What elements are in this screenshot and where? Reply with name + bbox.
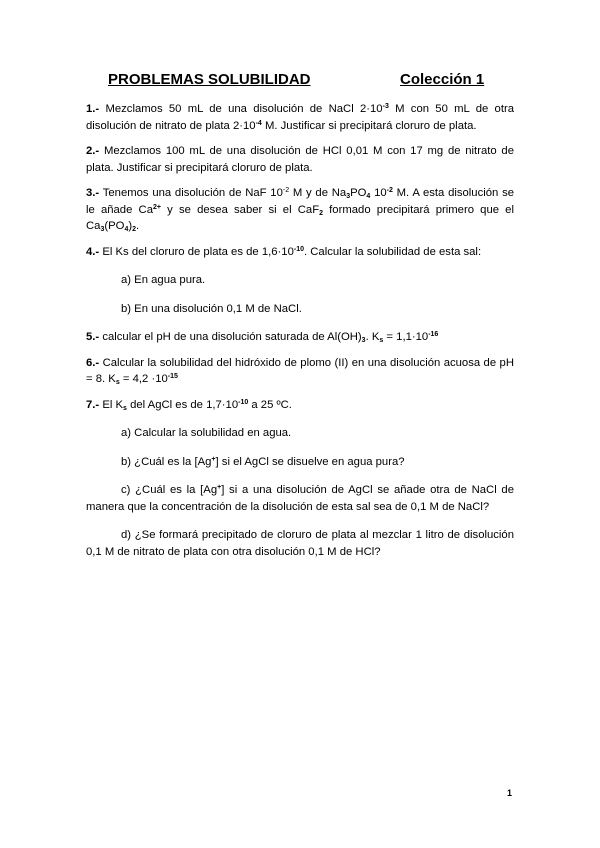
problem-4-part-a: a) En agua pura. xyxy=(121,274,206,286)
superscript: -16 xyxy=(428,331,439,338)
text: PO xyxy=(350,187,367,199)
problem-7-part-c xyxy=(86,482,514,515)
superscript: -3 xyxy=(382,103,389,110)
text: . xyxy=(136,220,140,232)
text: M y de Na xyxy=(289,187,347,199)
problem-2 xyxy=(86,143,514,176)
subscript: s xyxy=(115,379,120,386)
problem-number: 6.- xyxy=(86,356,100,369)
subscript: 3 xyxy=(100,226,105,233)
superscript: -15 xyxy=(167,373,178,380)
problem-1 xyxy=(86,101,514,134)
text: b) ¿Cuál es la [Ag xyxy=(121,455,212,468)
text: . K xyxy=(365,331,380,343)
subscript: 4 xyxy=(124,226,129,233)
problem-number: 2.- xyxy=(86,145,100,157)
superscript: -10 xyxy=(293,245,304,253)
header xyxy=(108,71,498,91)
text: 10 xyxy=(370,187,387,199)
text: formado precipitará primero que el Ca xyxy=(86,203,514,232)
page-title: PROBLEMAS SOLUBILIDAD xyxy=(108,71,311,88)
problem-7-part-b xyxy=(121,454,514,471)
text: El Ks del cloruro de plata es de 1,6·10 xyxy=(99,245,294,258)
problem-list xyxy=(86,101,514,572)
text: y se desea saber si el CaF xyxy=(160,203,320,216)
problem-number: 1.- xyxy=(86,103,100,115)
text: c) ¿Cuál es la [Ag xyxy=(121,484,218,496)
subscript: 2 xyxy=(319,209,323,217)
problem-3 xyxy=(86,185,514,235)
text: a 25 ºC. xyxy=(248,398,292,411)
problem-4-part-b: b) En una disolución 0,1 M de NaCl. xyxy=(121,302,302,315)
text: M. Justificar si precipitará cloruro de plata. xyxy=(261,119,477,132)
text: = 1,1·10 xyxy=(383,331,429,343)
text: calcular el pH de una disolución saturada de Al(OH) xyxy=(99,331,362,343)
text: Tenemos una disolución de NaF 10 xyxy=(99,187,283,199)
problem-number: 4.- xyxy=(86,245,100,258)
text: El K xyxy=(99,398,124,411)
superscript: -4 xyxy=(255,119,262,127)
superscript: + xyxy=(217,484,222,491)
superscript: -2 xyxy=(386,187,393,194)
subscript: s xyxy=(123,404,127,412)
text: ) xyxy=(128,220,133,232)
problem-4 xyxy=(86,244,514,261)
subscript: 3 xyxy=(346,193,351,200)
subscript: 2 xyxy=(132,226,137,233)
subscript: 3 xyxy=(361,337,366,344)
subscript: 4 xyxy=(366,193,371,200)
page-number: 1 xyxy=(507,788,513,798)
text: Calcular la solubilidad del hidróxido de plomo (II) en una disolución acuosa de pH = 8. K xyxy=(86,356,514,385)
superscript: -10 xyxy=(238,398,249,406)
superscript: 2+ xyxy=(153,203,161,211)
text: ] si a una disolución de AgCl se añade otra de NaCl de manera que la concentración de la disolución de esta sal sea de 0,1 M de NaCl? xyxy=(86,484,514,513)
text: Mezclamos 100 mL de una disolución de HCl 0,01 M con 17 mg de nitrato de plata. Justificar si precipitará cloruro de plata. xyxy=(86,145,514,174)
superscript: -2 xyxy=(282,187,290,194)
text: ] si el AgCl se disuelve en agua pura? xyxy=(215,455,405,468)
text: (PO xyxy=(104,220,125,232)
text: Mezclamos 50 mL de una disolución de NaCl 2·10 xyxy=(99,103,383,115)
problem-number: 5.- xyxy=(86,331,100,343)
text: del AgCl es de 1,7·10 xyxy=(126,398,239,411)
subscript: s xyxy=(379,337,384,344)
text: M. A esta disolución se le añade Ca xyxy=(86,187,514,216)
problem-number: 3.- xyxy=(86,187,100,199)
collection-label: Colección 1 xyxy=(400,71,485,88)
problem-number: 7.- xyxy=(86,398,100,411)
text: M con 50 mL de otra disolución de nitrato de plata 2·10 xyxy=(86,103,515,132)
text: . Calcular la solubilidad de esta sal: xyxy=(304,245,482,258)
text: = 4,2 ·10 xyxy=(119,373,168,385)
problem-7-part-d: d) ¿Se formará precipitado de cloruro de plata al mezclar 1 litro de disolución 0,1 M de nitrato de plata con otra disolución 0,1 M de HCl? xyxy=(86,529,514,558)
problem-7-part-a: a) Calcular la solubilidad en agua. xyxy=(121,427,292,439)
problem-7 xyxy=(86,397,514,414)
problem-6 xyxy=(86,355,514,388)
superscript: + xyxy=(211,455,216,463)
problem-5 xyxy=(86,329,514,346)
